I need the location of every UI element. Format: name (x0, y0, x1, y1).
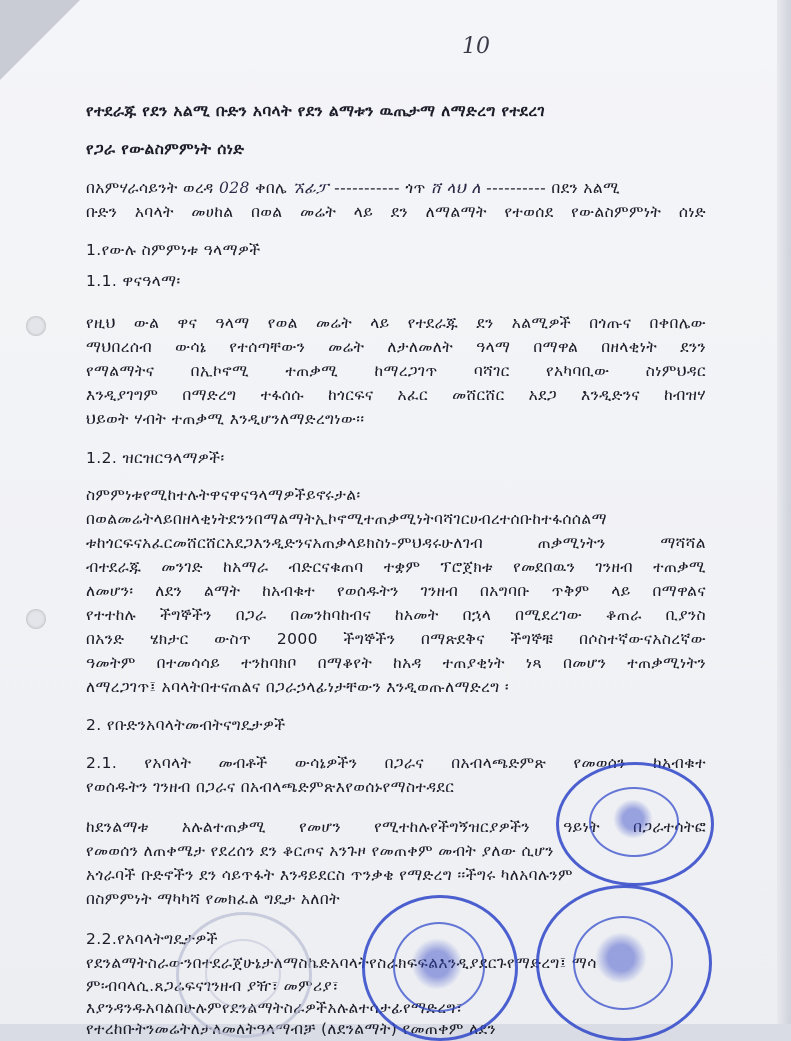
got-name-handwritten: ሸ ላህ ለ (431, 179, 481, 197)
official-stamp-bottom-right (536, 885, 712, 1041)
stamp-inner-ring (205, 939, 281, 1009)
para-1-1-line-1: የዚህ ውል ዋና ዓላማ የወል መሬት ላይ የተደራጁ ደን አልሚዎች በጎጡና በቀበሌው (86, 314, 706, 332)
got-label: ጎጥ (405, 179, 426, 197)
intro-line-1: በአምሃራሳይንት ወረዳ 028 ቀበሌ ኧፊፓ ----------- ጎጥ ሸ ላህ ለ ---------- በደን አልሚ (86, 179, 621, 197)
section-1-2-heading: 1.2. ዝርዝርዓላማዎች፡ (86, 449, 225, 467)
para-2-1-line-2: የመወሰን ለጠቀሜታ የደረሰን ደን ቆርጦና አንጉዞ የመጠቀም መብት ያለው ሲሆን (86, 842, 554, 860)
para-1-2-line-4: ብተደራጁ መንገድ ከአማራ ብድርናቁጠባ ተቋም ፕሮጀክቱ የመደበዉን ገንዘብ ተጠቃሚ (86, 558, 706, 576)
para-1-1-line-4: እንዲያገግም በማድረግ ተፋሰሱ ከጎርፍና አፈር መሸርሸር አደጋ እንዲድንና ከብዝሃ (86, 386, 706, 404)
folded-corner (0, 0, 80, 80)
para-1-2-line-3: ቱከጎርፍናአፈርመሸርሸርአደጋእንዲድንናአጠቃላይክስነ-ምህዳሩሁለገብ ጠቃሚነትን ማሻሻል (86, 534, 706, 552)
document-title-line-2: የጋራ የውልስምምነት ሰነድ (86, 140, 245, 158)
intro-suffix: በደን አልሚ (551, 179, 621, 197)
punch-hole-top (26, 316, 46, 336)
para-2-1-line-1: ከደንልማቱ አሉልተጠቃሚ የመሆን የሚተከሉየችግኝዝርያዎችን ዓይነት በጋራተሳትፎ (86, 818, 706, 836)
para-1-2-line-9: ለማረጋገጥ፤ አባላትበተናጠልና በጋራኃላፊነታቸውን እንዲወጡለማድረግ ፡ (86, 678, 509, 696)
para-1-1-line-3: የማልማትና በኢኮኖሚ ተጠቃሚ ከማረጋገጥ ባሻገር የአካባቢው ስነምህዳር (86, 362, 706, 380)
faded-stamp-bottom-left (176, 912, 312, 1038)
punch-hole-bottom (26, 609, 46, 629)
section-2-2-heading: 2.2.የአባላትግዴታዎች (86, 930, 218, 948)
page-number: 10 (462, 34, 490, 59)
para-2-2-line-4: የተረከቡትንመሬትለታለመለትዓላማብቻ (ለደንልማት) የመጠቀም ለደን (86, 1020, 496, 1038)
para-1-2-line-2: በወልመሬትላይበዘላቂነትደንንበማልማትኢኮኖሚተጠቃሚነትባሻገርሀብረተሰቡከተፋሰሰልማ (86, 510, 607, 528)
section-1-1-heading: 1.1. ዋናዓላማ፡ (86, 272, 181, 290)
para-1-2-line-7: በአንድ ሄክታር ውስጥ 2000 ችግኞችን በማጽደቅና ችግኞቹ በሶስተኛውናአስረኛው (86, 630, 706, 648)
section-2-1-heading: 2.1. የአባላት መብቶች ውሳኔዎችን በጋራና በአብላጫድምጽ የመወሰን ከአብቁተ (86, 754, 706, 772)
kebele-label: ቀበሌ (255, 179, 288, 197)
kebele-number-handwritten: 028 (218, 179, 250, 197)
intro-prefix: በአምሃራሳይንት ወረዳ (86, 179, 219, 197)
para-1-2-line-8: ዓመትም በተመሳሳይ ተንከባክቦ በማቆየት ከአዳ ተጠያቂነት ነጻ በመሆን ተጠቃሚነትን (86, 654, 706, 672)
para-1-2-line-6: የተተከሉ ችግኞችን በጋራ በመንከባከብና ከአመት በኋላ በሚደረገው ቆጠራ ቢያንስ (86, 606, 706, 624)
intro-line-2: ቡድን አባላት መሀከል በወል መሬት ላይ ደን ለማልማት የተወሰደ የውልስምምነት ሰነድ (86, 203, 706, 221)
para-2-1-line-4: በስምምነት ማካካሻ የመክፈል ግዴታ አለበት (86, 890, 340, 908)
stamp-emblem-icon (613, 799, 653, 839)
para-2-2-line-1: የደንልማትስራውንበተደራጀሁኔታለማስኬድአባላትየስራክፍፍልእንዲያደርጉየማድረግ፤ ማሳ (86, 954, 597, 972)
section-1-heading: 1.የውሉ ስምምነቱ ዓላማዎች (86, 241, 261, 259)
official-stamp-bottom-center (362, 895, 518, 1041)
para-1-2-line-1: ስምምነቱየሚከተሉትዋናዋናዓላማዎችይኖሩታል፡ (86, 486, 361, 504)
kebele-name-handwritten: ኧፊፓ (292, 179, 329, 197)
para-2-2-line-3: እያንዳንዱአባልበሁሉምየደንልማትስራዎችአሉልተሳታፊየማድረግ፣ (86, 999, 463, 1017)
official-stamp-right (556, 762, 714, 886)
stamp-emblem-icon (595, 932, 647, 984)
section-2-1-heading-cont: የወሰዱትን ገንዘብ በጋራና በአብላጫድምጽእየወሰኑየማስተዳደር (86, 778, 455, 796)
section-2-heading: 2. የቡድንአባላትመብትናግዴታዎች (86, 716, 286, 734)
para-1-1-line-5: ህይወት ሃብት ተጠቃሚ እንዲሆንለማድረግነው፡፡ (86, 410, 365, 428)
para-1-2-line-5: ለመሆን፡ ለደን ልማት ከአብቁተ የወሰዱትን ገንዘብ በአግባቡ ጥቅም ላይ በማዋልና (86, 582, 706, 600)
stamp-emblem-icon (411, 938, 463, 990)
para-2-1-line-3: አጎራባች ቡድኖችን ደን ሳይጥፋት እንዳይደርስ ጥንቃቄ የማድረግ ፡፡ችግሩ ካለአባሉንም (86, 866, 573, 884)
document-title-line-1: የተደራጁ የደን አልሚ ቡድን አባላት የደን ልማቱን ዉጤታማ ለማድረግ የተደረገ (86, 102, 545, 120)
para-1-1-line-2: ማህበረሰብ ውሳኔ የተሰጣቸውን መሬት ለታለመለት ዓላማ በማዋል በዘላቂነት ደንን (86, 338, 706, 356)
page-edge-shadow (777, 0, 791, 1024)
para-2-2-line-2: ም፡ብባላሲ.ጸጋሬፍናገንዘብ ያዥ፣ መምሪያ፣ (86, 977, 339, 995)
